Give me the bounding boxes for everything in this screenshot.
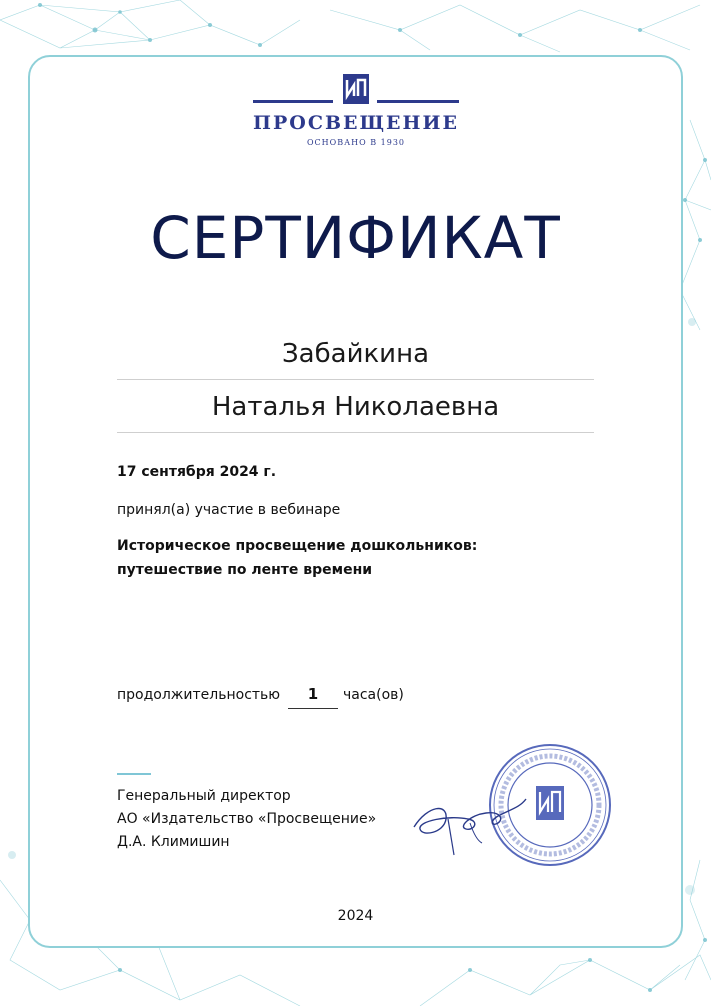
participation-text: принял(а) участие в вебинаре [117,502,341,518]
publisher-emblem-icon [343,74,369,104]
duration-unit: часа(ов) [343,687,404,703]
publisher-logo [251,70,461,152]
footer-year: 2024 [337,908,374,924]
given-names-underline [117,432,594,433]
signatory-name: Д.А. Климишин [117,834,230,850]
duration-underline [288,708,338,709]
surname-underline [117,379,594,380]
publisher-founded: ОСНОВАНО В 1930 [306,138,405,147]
signatory-position: Генеральный директор [117,788,291,804]
certificate-title: СЕРТИФИКАТ [150,204,561,272]
recipient-given-names: Наталья Николаевна [211,392,500,422]
duration-value: 1 [307,685,319,703]
recipient-surname: Забайкина [282,339,429,369]
duration-label: продолжительностью [117,687,281,703]
publisher-name: ПРОСВЕЩЕНИЕ [253,112,459,134]
signatory-company: АО «Издательство «Просвещение» [117,811,377,827]
signatory-accent-line [117,773,151,775]
event-date: 17 сентября 2024 г. [117,464,277,480]
logo-rule-left [253,100,333,103]
webinar-title-line2: путешествие по ленте времени [117,562,373,578]
director-signature [408,785,538,860]
logo-rule-right [377,100,459,103]
webinar-title-line1: Историческое просвещение дошкольников: [117,538,478,554]
